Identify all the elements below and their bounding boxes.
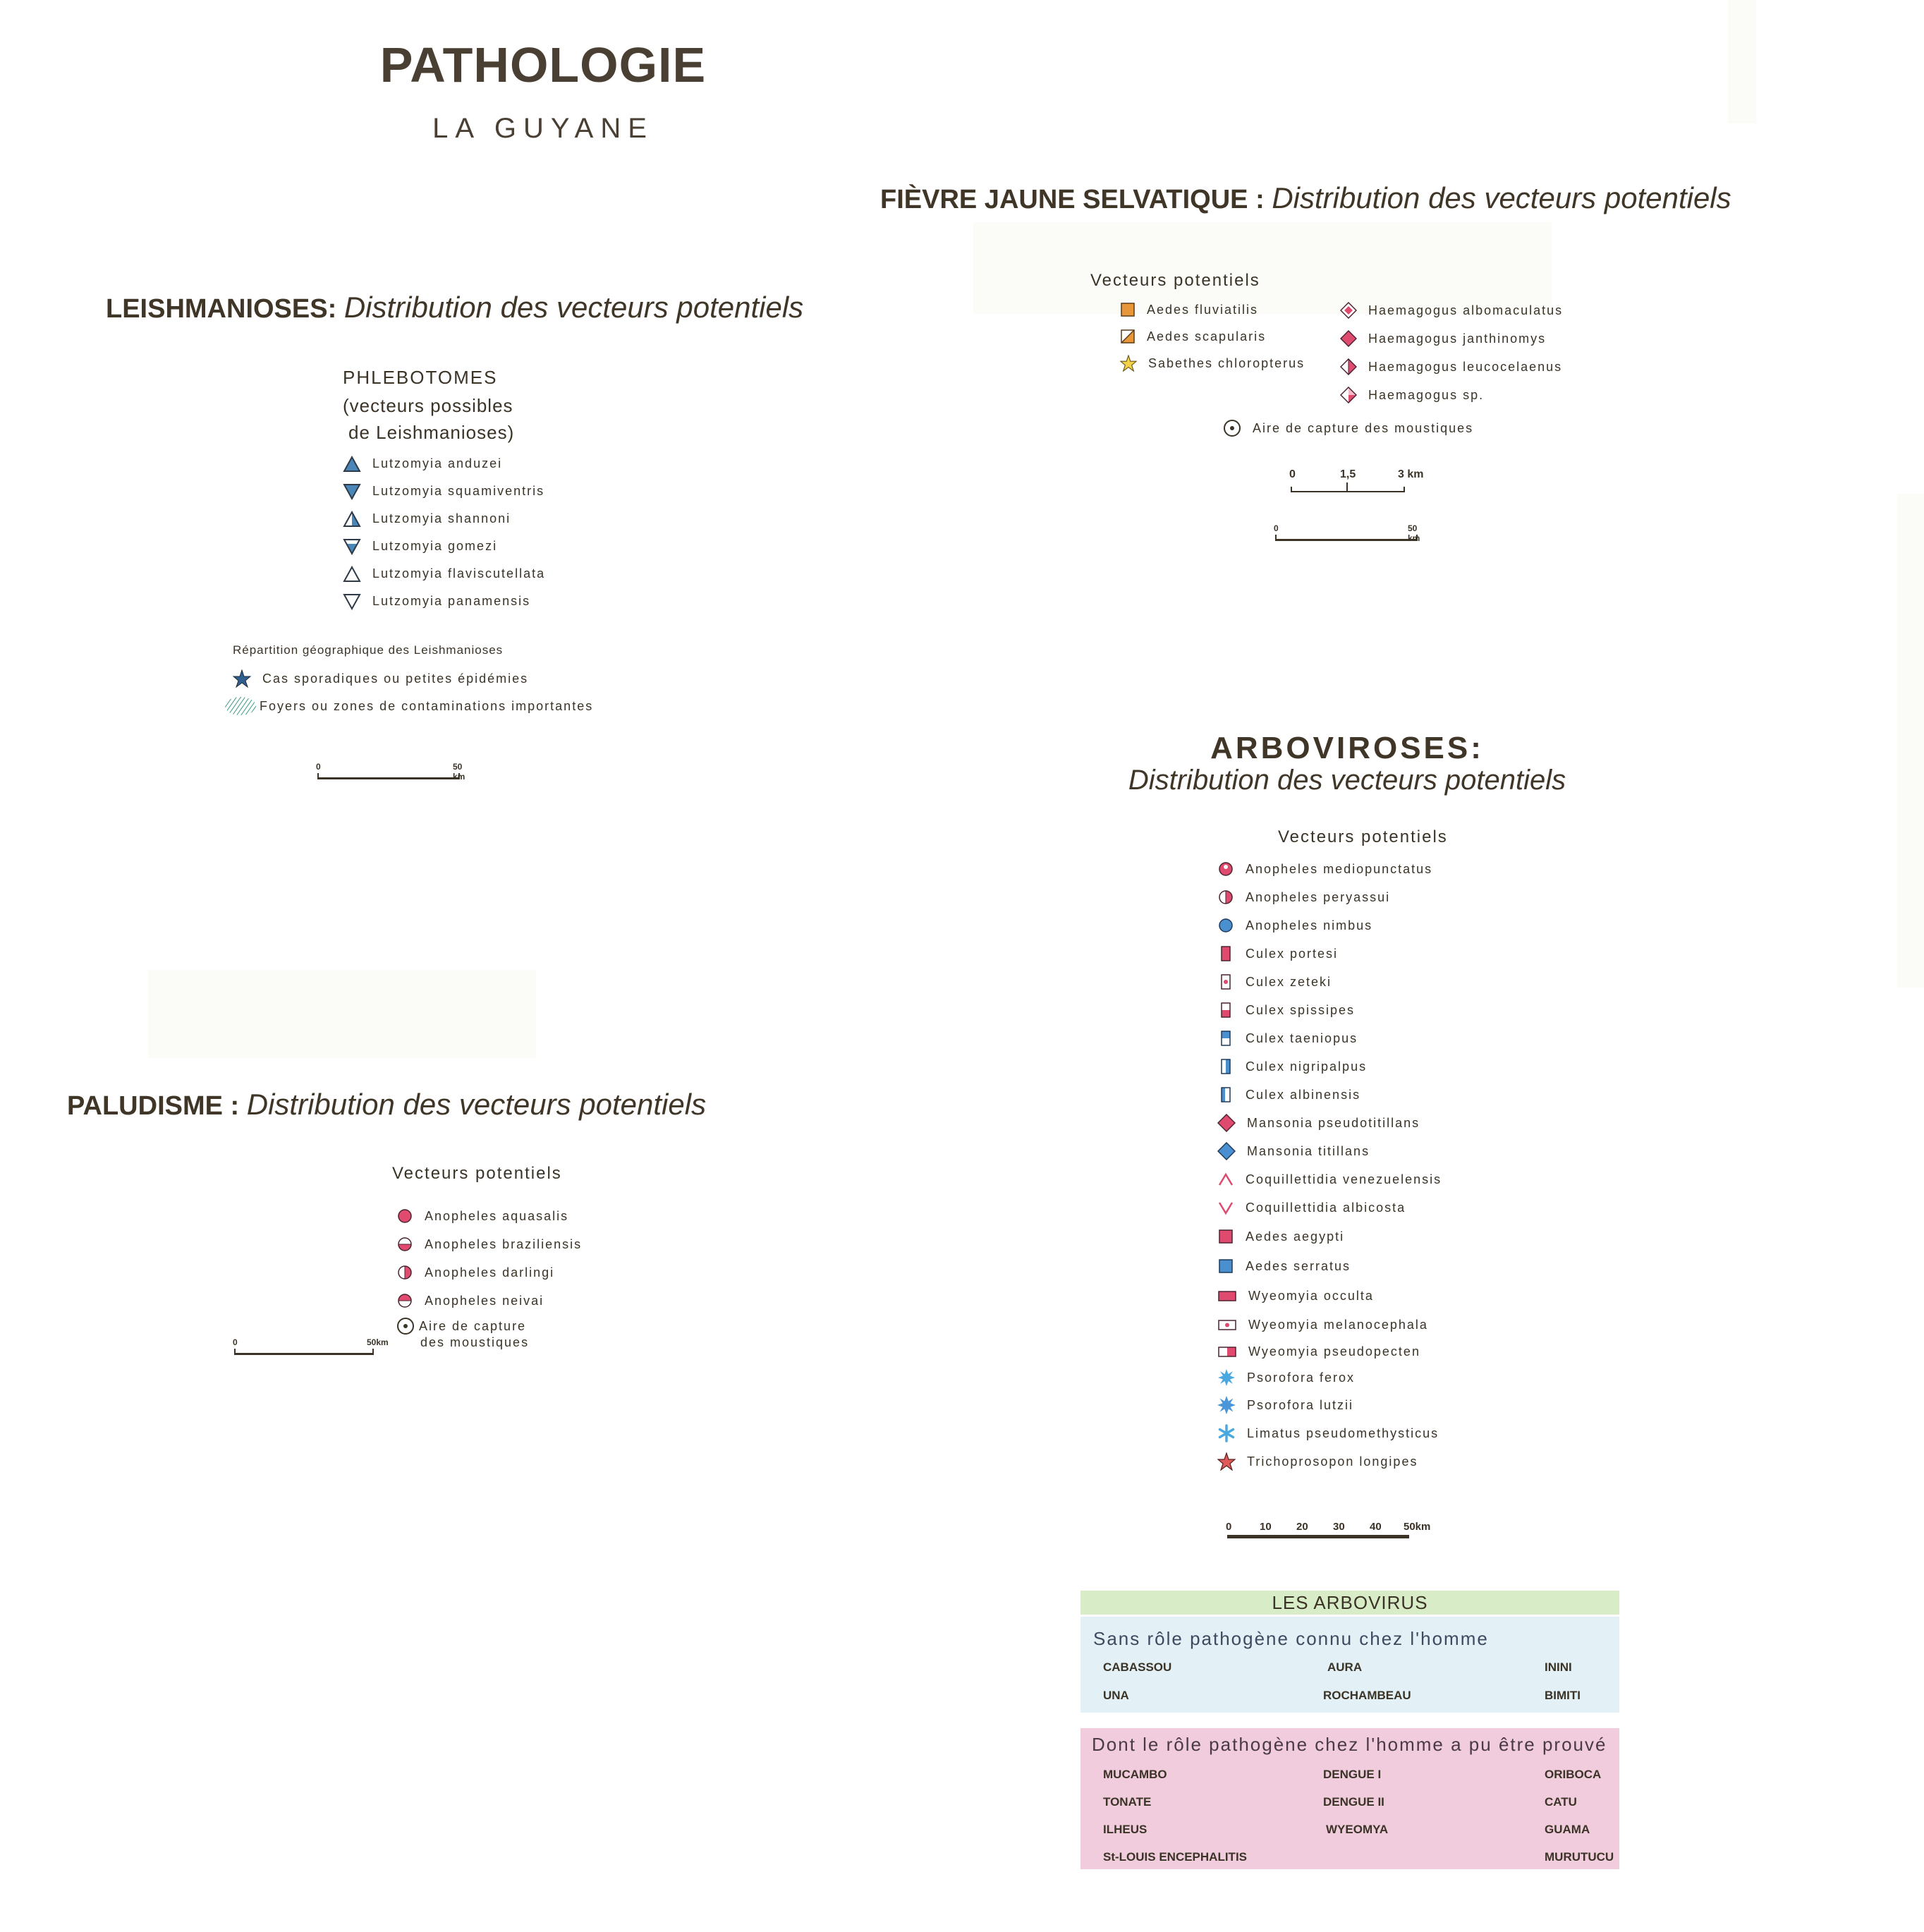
page-subtitle: LA GUYANE	[432, 113, 654, 144]
leish-geo-item-star: Cas sporadiques ou petites épidémies	[233, 667, 528, 690]
palu-title: PALUDISME	[67, 1091, 223, 1121]
arbo-item-5: Culex spissipes	[1217, 996, 1442, 1024]
triangle-down-filled-icon	[343, 483, 361, 500]
virus-cell: WYEOMYA	[1326, 1823, 1389, 1836]
leish-scale-bar	[317, 773, 460, 779]
fievre-item-fluviatilis: Aedes fluviatilis	[1120, 296, 1305, 323]
fievre-title-sep: :	[1255, 185, 1265, 214]
arbo-heading	[1072, 731, 1622, 796]
arbo-item-7: Culex nigripalpus	[1217, 1052, 1442, 1081]
fievre-legend-left	[1120, 296, 1305, 377]
fievre-legend-title: Vecteurs potentiels	[1090, 271, 1260, 290]
virus-cell: MUCAMBO	[1103, 1768, 1167, 1781]
leish-legend-title: PHLEBOTOMES	[343, 367, 498, 388]
red-star-icon	[1217, 1452, 1236, 1471]
triangle-down-half-icon	[343, 538, 361, 555]
arbo-scale-bar	[1227, 1535, 1409, 1538]
hatched-zone-icon	[224, 695, 257, 717]
palu-scale	[233, 1337, 396, 1359]
pink-rect-icon	[1217, 945, 1234, 962]
leish-scale	[316, 762, 465, 783]
scan-artifact	[148, 970, 536, 1058]
triangle-up-filled-icon	[343, 456, 361, 473]
palu-item-neivai: Anopheles neivai	[396, 1287, 582, 1315]
palu-scale-end: 50km	[367, 1337, 389, 1347]
virus-cell: ININI	[1545, 1660, 1572, 1674]
leish-item-panamensis: Lutzomyia panamensis	[343, 588, 545, 615]
arbo-item-13: Aedes aegypti	[1217, 1222, 1442, 1251]
virus-cell: UNA	[1103, 1689, 1129, 1702]
fievre-heading	[880, 181, 1731, 215]
arbo-item-3: Culex portesi	[1217, 940, 1442, 968]
page-title: PATHOLOGIE	[379, 37, 707, 92]
half-blue-rect-icon	[1217, 1030, 1234, 1047]
virus-cell: ROCHAMBEAU	[1323, 1689, 1411, 1702]
fievre-scale1-bar	[1291, 487, 1405, 492]
scan-artifact	[1897, 494, 1924, 988]
arbovirus-table-dont	[1080, 1728, 1619, 1869]
arbo-scale	[1226, 1521, 1431, 1545]
diamond-filled-icon	[1340, 330, 1357, 347]
dotted-rect-icon	[1217, 973, 1234, 990]
fievre-scale-2	[1274, 523, 1422, 545]
dotted-wide-rect-icon	[1217, 1316, 1237, 1333]
virus-cell: DENGUE I	[1323, 1768, 1382, 1781]
palu-capture-line2: des moustiques	[420, 1335, 530, 1349]
arbo-scale-t3: 30	[1333, 1521, 1345, 1533]
arbo-title: ARBOVIROSES	[1210, 731, 1471, 765]
leish-title: LEISHMANIOSES	[106, 294, 328, 324]
arbovirus-table-sans	[1080, 1617, 1619, 1713]
fievre-scale2-bar	[1275, 535, 1418, 541]
fievre-scale1-mid: 1,5	[1340, 468, 1356, 480]
pink-square-icon	[1217, 1228, 1234, 1245]
virus-cell: CABASSOU	[1103, 1660, 1172, 1674]
circle-bottom-half-icon	[396, 1236, 413, 1253]
arbo-item-2: Anopheles nimbus	[1217, 911, 1442, 940]
fievre-scale1-start: 0	[1289, 468, 1296, 480]
arbo-item-9: Mansonia pseudotitillans	[1217, 1109, 1442, 1137]
arbo-scale-t0: 0	[1226, 1521, 1232, 1533]
arbo-item-21: Trichoprosopon longipes	[1217, 1447, 1442, 1476]
arbo-item-14: Aedes serratus	[1217, 1251, 1442, 1281]
palu-capture: Aire de capture	[396, 1315, 526, 1337]
fievre-item-sabethes: Sabethes chloropterus	[1120, 350, 1305, 377]
blue-square-icon	[1217, 1258, 1234, 1275]
diamond-quarter-icon	[1340, 387, 1357, 403]
arbo-item-19: Psorofora lutzii	[1217, 1391, 1442, 1419]
arbo-item-15: Wyeomyia occulta	[1217, 1281, 1442, 1311]
capture-area-icon	[1223, 419, 1241, 437]
blue-circle-icon	[1217, 917, 1234, 934]
virus-cell: BIMITI	[1545, 1689, 1581, 1702]
virus-cell: St-LOUIS ENCEPHALITIS	[1103, 1850, 1248, 1864]
arbo-subtitle: Distribution des vecteurs potentiels	[1128, 765, 1566, 796]
fievre-capture: Aire de capture des moustiques	[1223, 417, 1473, 439]
leish-item-flaviscutellata: Lutzomyia flaviscutellata	[343, 560, 545, 588]
blue-burst-large-icon	[1217, 1396, 1236, 1414]
arbovirus-table-title: LES ARBOVIRUS	[1080, 1591, 1619, 1615]
virus-cell: AURA	[1327, 1660, 1363, 1674]
arbo-item-8: Culex albinensis	[1217, 1081, 1442, 1109]
blue-asterisk-icon	[1217, 1424, 1236, 1442]
fievre-legend-right	[1340, 296, 1563, 409]
leish-item-squamiventris: Lutzomyia squamiventris	[343, 478, 545, 505]
leish-geo-title: Répartition géographique des Leishmanioses	[233, 643, 504, 657]
dont-caption: Dont le rôle pathogène chez l'homme a pu être prouvé	[1092, 1734, 1607, 1755]
leish-subtitle: Distribution des vecteurs potentiels	[343, 291, 804, 324]
palu-heading	[67, 1088, 706, 1122]
leish-title-sep: :	[327, 294, 337, 324]
leish-legend-list	[343, 450, 545, 615]
palu-item-aquasalis: Anopheles aquasalis	[396, 1202, 582, 1230]
fievre-scale1-end: 3 km	[1398, 468, 1424, 480]
palu-item-braziliensis: Anopheles braziliensis	[396, 1230, 582, 1258]
fievre-item-scapularis: Aedes scapularis	[1120, 323, 1305, 350]
fievre-item-albomaculatus: Haemagogus albomaculatus	[1340, 296, 1563, 324]
pink-diamond-icon	[1217, 1114, 1236, 1132]
leish-item-anduzei: Lutzomyia anduzei	[343, 450, 545, 478]
arbo-item-18: Psorofora ferox	[1217, 1364, 1442, 1391]
fievre-item-janthinomys: Haemagogus janthinomys	[1340, 324, 1563, 353]
arbo-scale-t2: 20	[1296, 1521, 1308, 1533]
leish-legend-sub2: de Leishmanioses)	[348, 422, 515, 443]
arbo-item-1: Anopheles peryassui	[1217, 883, 1442, 911]
fievre-subtitle: Distribution des vecteurs potentiels	[1272, 181, 1731, 214]
arbo-legend-title: Vecteurs potentiels	[1278, 827, 1448, 846]
arbo-item-16: Wyeomyia melanocephala	[1217, 1311, 1442, 1339]
arbo-title-sep: :	[1471, 731, 1484, 765]
arbo-legend-list	[1217, 855, 1442, 1476]
orange-half-square-icon	[1120, 329, 1135, 344]
diamond-outline-icon	[1340, 302, 1357, 319]
arbo-scale-t5: 50km	[1404, 1521, 1431, 1533]
diamond-half-icon	[1340, 358, 1357, 375]
caret-up-icon	[1217, 1171, 1234, 1188]
half-pink-rect-icon	[1217, 1002, 1234, 1019]
virus-cell: ORIBOCA	[1545, 1768, 1602, 1781]
palu-legend-title: Vecteurs potentiels	[392, 1164, 562, 1183]
triangle-up-half-icon	[343, 511, 361, 528]
virus-cell: ILHEUS	[1103, 1823, 1147, 1836]
leish-item-shannoni: Lutzomyia shannoni	[343, 505, 545, 533]
virus-cell: GUAMA	[1545, 1823, 1590, 1836]
arbo-item-6: Culex taeniopus	[1217, 1024, 1442, 1052]
fievre-item-sp: Haemagogus sp.	[1340, 381, 1563, 409]
palu-legend-list	[396, 1202, 582, 1315]
circle-dotted-icon	[1217, 861, 1234, 877]
arbo-item-12: Coquillettidia albicosta	[1217, 1193, 1442, 1222]
palu-subtitle: Distribution des vecteurs potentiels	[246, 1088, 707, 1121]
triangle-up-outline-icon	[343, 566, 361, 583]
yellow-star-icon	[1120, 355, 1137, 372]
leish-geo-item-zone: Foyers ou zones de contaminations importantes	[224, 695, 593, 717]
arbo-item-4: Culex zeteki	[1217, 968, 1442, 996]
arbo-item-17: Wyeomyia pseudopecten	[1217, 1339, 1442, 1364]
star-icon	[233, 669, 251, 688]
arbo-scale-t1: 10	[1260, 1521, 1272, 1533]
arbo-scale-t4: 40	[1370, 1521, 1382, 1533]
sans-caption: Sans rôle pathogène connu chez l'homme	[1093, 1628, 1489, 1649]
circle-right-half-icon	[396, 1264, 413, 1281]
arbo-item-11: Coquillettidia venezuelensis	[1217, 1165, 1442, 1193]
orange-square-icon	[1120, 302, 1135, 317]
palu-title-sep: :	[230, 1091, 240, 1121]
capture-area-icon	[396, 1317, 415, 1335]
palu-scale-bar	[234, 1349, 374, 1355]
half-wide-rect-icon	[1217, 1343, 1237, 1360]
leish-item-gomezi: Lutzomyia gomezi	[343, 533, 545, 560]
leish-scale-start: 0	[316, 762, 321, 772]
scan-artifact	[1728, 0, 1756, 123]
fievre-item-leucocelaenus: Haemagogus leucocelaenus	[1340, 353, 1563, 381]
circle-half-icon	[1217, 889, 1234, 906]
triangle-down-outline-icon	[343, 593, 361, 610]
fievre-scale2-end: 50 km	[1408, 523, 1420, 543]
virus-cell: TONATE	[1103, 1795, 1152, 1809]
caret-down-icon	[1217, 1199, 1234, 1216]
arbo-item-20: Limatus pseudomethysticus	[1217, 1419, 1442, 1447]
blue-stripe-rect-icon	[1217, 1058, 1234, 1075]
virus-cell: MURUTUCU	[1545, 1850, 1614, 1864]
circle-top-half-icon	[396, 1292, 413, 1309]
virus-cell: CATU	[1545, 1795, 1577, 1809]
fievre-scale2-start: 0	[1274, 523, 1279, 533]
blue-burst-icon	[1217, 1368, 1236, 1387]
pink-wide-rect-icon	[1217, 1287, 1237, 1304]
palu-scale-start: 0	[233, 1337, 238, 1347]
leish-legend-sub1: (vecteurs possibles	[343, 395, 513, 416]
fievre-title: FIÈVRE JAUNE SELVATIQUE	[880, 185, 1248, 214]
blue-diamond-icon	[1217, 1142, 1236, 1160]
blue-edge-rect-icon	[1217, 1086, 1234, 1103]
leish-heading	[106, 291, 803, 324]
fievre-scale1-mid-tick	[1346, 482, 1348, 491]
palu-item-darlingi: Anopheles darlingi	[396, 1258, 582, 1287]
virus-cell: DENGUE II	[1323, 1795, 1384, 1809]
arbo-item-0: Anopheles mediopunctatus	[1217, 855, 1442, 883]
pink-circle-icon	[396, 1208, 413, 1225]
arbo-item-10: Mansonia titillans	[1217, 1137, 1442, 1165]
fievre-scale-1	[1289, 468, 1430, 499]
leish-scale-end: 50 km	[453, 762, 465, 782]
